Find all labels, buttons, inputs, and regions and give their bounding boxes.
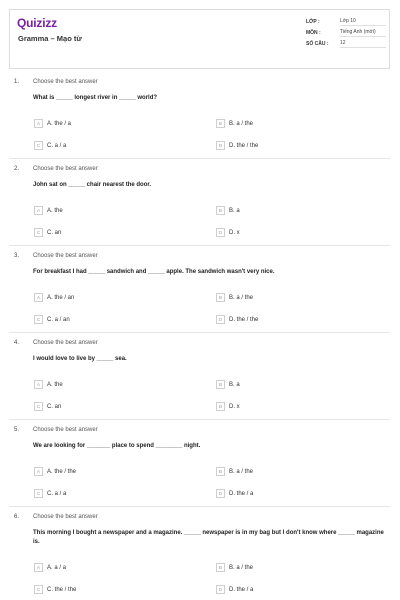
question-text: This morning I bought a newspaper and a magazine. _____ newspaper is in my bag but I don't know where _____ magazine is. bbox=[33, 530, 384, 545]
option-letter-box[interactable]: A bbox=[34, 563, 43, 572]
question-separator bbox=[9, 506, 390, 507]
option-b[interactable] bbox=[216, 292, 253, 303]
option-d[interactable] bbox=[216, 401, 240, 412]
option-text: D. the / a bbox=[229, 490, 254, 497]
option-text: B. a bbox=[229, 381, 240, 388]
option-d[interactable] bbox=[216, 314, 258, 325]
option-text: C. the / the bbox=[47, 586, 77, 593]
option-letter-box[interactable]: B bbox=[216, 206, 225, 215]
option-text: A. a / a bbox=[47, 564, 67, 571]
worksheet-title: Gramma – Mạo từ bbox=[18, 34, 82, 43]
option-b[interactable] bbox=[216, 562, 253, 573]
option-letter-box[interactable]: B bbox=[216, 467, 225, 476]
option-text: A. the bbox=[47, 207, 63, 214]
meta-label: SỐ CÂU : bbox=[306, 40, 329, 47]
option-text: D. x bbox=[229, 229, 240, 236]
option-letter-box[interactable]: D bbox=[216, 141, 225, 150]
option-text: D. x bbox=[229, 403, 240, 410]
meta-row-subject bbox=[306, 27, 386, 38]
option-b[interactable] bbox=[216, 466, 253, 477]
option-letter-box[interactable]: C bbox=[34, 228, 43, 237]
question-instruction: Choose the best answer bbox=[33, 253, 98, 259]
option-c[interactable] bbox=[34, 227, 61, 238]
option-text: B. a / the bbox=[229, 294, 254, 301]
option-a[interactable] bbox=[34, 562, 66, 573]
option-a[interactable] bbox=[34, 466, 76, 477]
quizizz-logo: Quizizz bbox=[17, 16, 57, 30]
meta-value: Lớp 10 bbox=[340, 18, 386, 26]
option-letter-box[interactable]: B bbox=[216, 119, 225, 128]
option-letter-box[interactable]: D bbox=[216, 402, 225, 411]
option-letter-box[interactable]: D bbox=[216, 315, 225, 324]
option-a[interactable] bbox=[34, 205, 63, 216]
option-text: A. the / a bbox=[47, 120, 72, 127]
meta-label: LỚP : bbox=[306, 18, 320, 25]
question-separator bbox=[9, 158, 390, 159]
meta-info bbox=[306, 16, 386, 49]
question-number: 1. bbox=[14, 79, 20, 85]
option-letter-box[interactable]: B bbox=[216, 293, 225, 302]
option-text: B. a / the bbox=[229, 468, 254, 475]
worksheet-header bbox=[9, 9, 390, 69]
option-text: C. a / an bbox=[47, 316, 70, 323]
option-letter-box[interactable]: C bbox=[34, 489, 43, 498]
option-text: A. the / the bbox=[47, 468, 77, 475]
option-text: B. a bbox=[229, 207, 240, 214]
meta-value: Tiếng Anh (mới) bbox=[340, 29, 386, 37]
question-instruction: Choose the best answer bbox=[33, 166, 98, 172]
meta-label: MÔN : bbox=[306, 29, 321, 36]
question-separator bbox=[9, 245, 390, 246]
option-letter-box[interactable]: A bbox=[34, 119, 43, 128]
option-c[interactable] bbox=[34, 584, 76, 595]
option-c[interactable] bbox=[34, 140, 66, 151]
option-letter-box[interactable]: B bbox=[216, 563, 225, 572]
option-letter-box[interactable]: D bbox=[216, 489, 225, 498]
option-text: D. the / a bbox=[229, 586, 254, 593]
option-letter-box[interactable]: C bbox=[34, 402, 43, 411]
option-d[interactable] bbox=[216, 488, 253, 499]
option-b[interactable] bbox=[216, 205, 240, 216]
option-text: C. a / a bbox=[47, 490, 67, 497]
question-instruction: Choose the best answer bbox=[33, 79, 98, 85]
question-text: I would love to live by _____ sea. bbox=[33, 356, 127, 362]
option-letter-box[interactable]: C bbox=[34, 141, 43, 150]
question-text: For breakfast I had _____ sandwich and _____ apple. The sandwich wasn't very nice. bbox=[33, 269, 275, 275]
meta-row-count bbox=[306, 38, 386, 49]
option-letter-box[interactable]: A bbox=[34, 293, 43, 302]
question-number: 6. bbox=[14, 514, 20, 520]
option-letter-box[interactable]: B bbox=[216, 380, 225, 389]
option-letter-box[interactable]: A bbox=[34, 206, 43, 215]
option-d[interactable] bbox=[216, 227, 240, 238]
question-text: John sat on _____ chair nearest the door. bbox=[33, 182, 152, 188]
option-b[interactable] bbox=[216, 379, 240, 390]
question-number: 4. bbox=[14, 340, 20, 346]
option-d[interactable] bbox=[216, 140, 258, 151]
option-a[interactable] bbox=[34, 118, 71, 129]
option-letter-box[interactable]: D bbox=[216, 585, 225, 594]
question-number: 3. bbox=[14, 253, 20, 259]
option-c[interactable] bbox=[34, 488, 66, 499]
option-letter-box[interactable]: C bbox=[34, 585, 43, 594]
option-text: C. an bbox=[47, 229, 62, 236]
question-number: 5. bbox=[14, 427, 20, 433]
question-separator bbox=[9, 332, 390, 333]
option-letter-box[interactable]: D bbox=[216, 228, 225, 237]
question-text: What is _____ longest river in _____ world? bbox=[33, 95, 158, 101]
question-instruction: Choose the best answer bbox=[33, 340, 98, 346]
option-d[interactable] bbox=[216, 584, 253, 595]
option-letter-box[interactable]: A bbox=[34, 467, 43, 476]
option-letter-box[interactable]: C bbox=[34, 315, 43, 324]
question-number: 2. bbox=[14, 166, 20, 172]
question-instruction: Choose the best answer bbox=[33, 514, 98, 520]
option-text: B. a / the bbox=[229, 564, 254, 571]
question-separator bbox=[9, 419, 390, 420]
option-text: D. the / the bbox=[229, 142, 259, 149]
question-text: We are looking for _______ place to spend ________ night. bbox=[33, 443, 201, 449]
option-c[interactable] bbox=[34, 314, 70, 325]
option-text: C. an bbox=[47, 403, 62, 410]
question-instruction: Choose the best answer bbox=[33, 427, 98, 433]
option-text: A. the / an bbox=[47, 294, 75, 301]
option-text: D. the / the bbox=[229, 316, 259, 323]
option-text: A. the bbox=[47, 381, 63, 388]
meta-row-class bbox=[306, 16, 386, 27]
option-a[interactable] bbox=[34, 379, 63, 390]
option-b[interactable] bbox=[216, 118, 253, 129]
option-c[interactable] bbox=[34, 401, 61, 412]
meta-value: 12 bbox=[340, 40, 386, 48]
option-letter-box[interactable]: A bbox=[34, 380, 43, 389]
option-text: B. a / the bbox=[229, 120, 254, 127]
option-a[interactable] bbox=[34, 292, 74, 303]
option-text: C. a / a bbox=[47, 142, 67, 149]
